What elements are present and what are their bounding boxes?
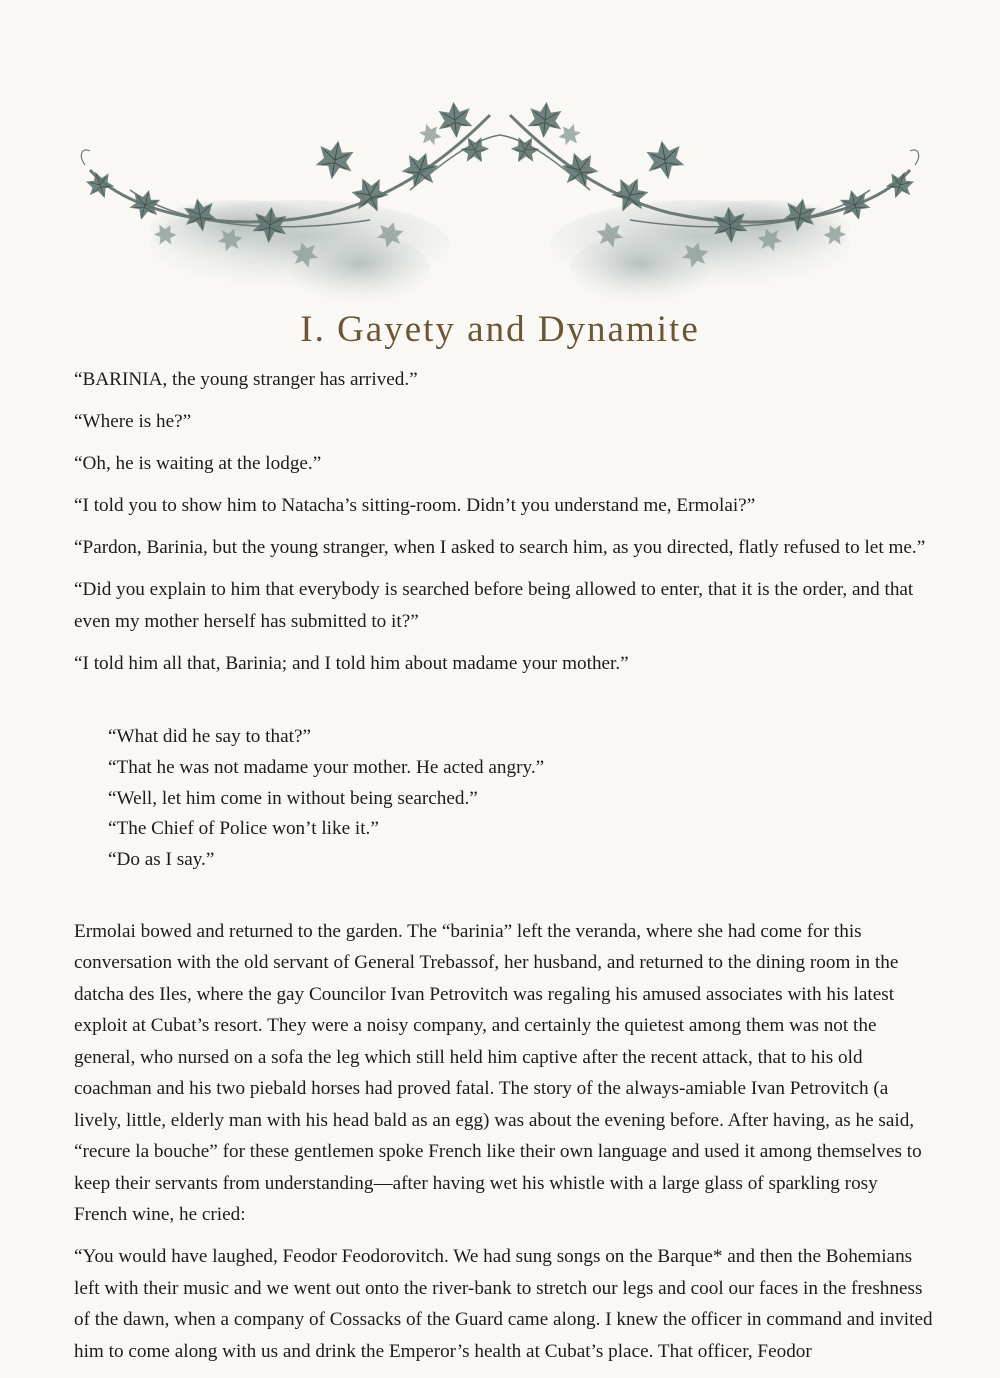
paragraph: “You would have laughed, Feodor Feodorovitch. We had sung songs on the Barque* and then the Bohemians left with their music and we went out onto the river-bank to stretch our legs and cool our faces in the freshness of the dawn, when a company of Cossacks of the Guard came along. I knew the officer in command and invited him to come along with us and drink the Emperor’s health at Cubat’s place. That officer, Feodor	[74, 1246, 933, 1362]
paragraph: “Where is he?”	[74, 411, 192, 432]
dialogue-line: “Do as I say.”	[108, 849, 215, 871]
paragraph: “I told him all that, Barinia; and I told him about madame your mother.”	[74, 652, 629, 674]
chapter-body	[74, 364, 934, 1378]
dialogue-line: “The Chief of Police won’t like it.”	[108, 818, 379, 840]
chapter-title: I. Gayety and Dynamite	[300, 309, 700, 350]
paragraph: “BARINIA, the young stranger has arrived.”	[74, 369, 418, 390]
paragraph: Ermolai bowed and returned to the garden. The “barinia” left the veranda, where she had come for this conversation with the old servant of General Trebassof, her husband, and returned to the dining room in the datcha des Iles, where the gay Councilor Ivan Petrovitch was regaling his amused associates with his latest exploit at Cubat’s resort. They were a noisy company, and certainly the quietest among them was not the general, who nursed on a sofa the leg which still held him captive after the recent attack, that to his old coachman and his two piebald horses had proved fatal. The story of the always-amiable Ivan Petrovitch (a lively, little, elderly man with his head bald as an egg) was about the evening before. After having, as he said, “recure la bouche” for these gentlemen spoke French like their own language and used it among themselves to keep their servants from understanding—after having wet his whistle with a large glass of sparkling rosy French wine, he cried:	[74, 920, 922, 1226]
dialogue-line: “Well, let him come in without being searched.”	[108, 787, 478, 809]
paragraph: “Did you explain to him that everybody is searched before being allowed to enter, that it is the order, and that even my mother herself has submitted to it?”	[74, 579, 914, 632]
paragraph: “Oh, he is waiting at the lodge.”	[74, 453, 322, 474]
indented-dialogue-block	[108, 722, 934, 876]
ivy-garland-illustration	[70, 95, 930, 315]
paragraph: “I told you to show him to Natacha’s sitting-room. Didn’t you understand me, Ermolai?”	[74, 495, 756, 516]
dialogue-line: “What did he say to that?”	[108, 726, 311, 747]
dialogue-line: “That he was not madame your mother. He acted angry.”	[108, 756, 545, 778]
paragraph: “Pardon, Barinia, but the young stranger, when I asked to search him, as you directed, flatly refused to let me.”	[74, 537, 926, 558]
